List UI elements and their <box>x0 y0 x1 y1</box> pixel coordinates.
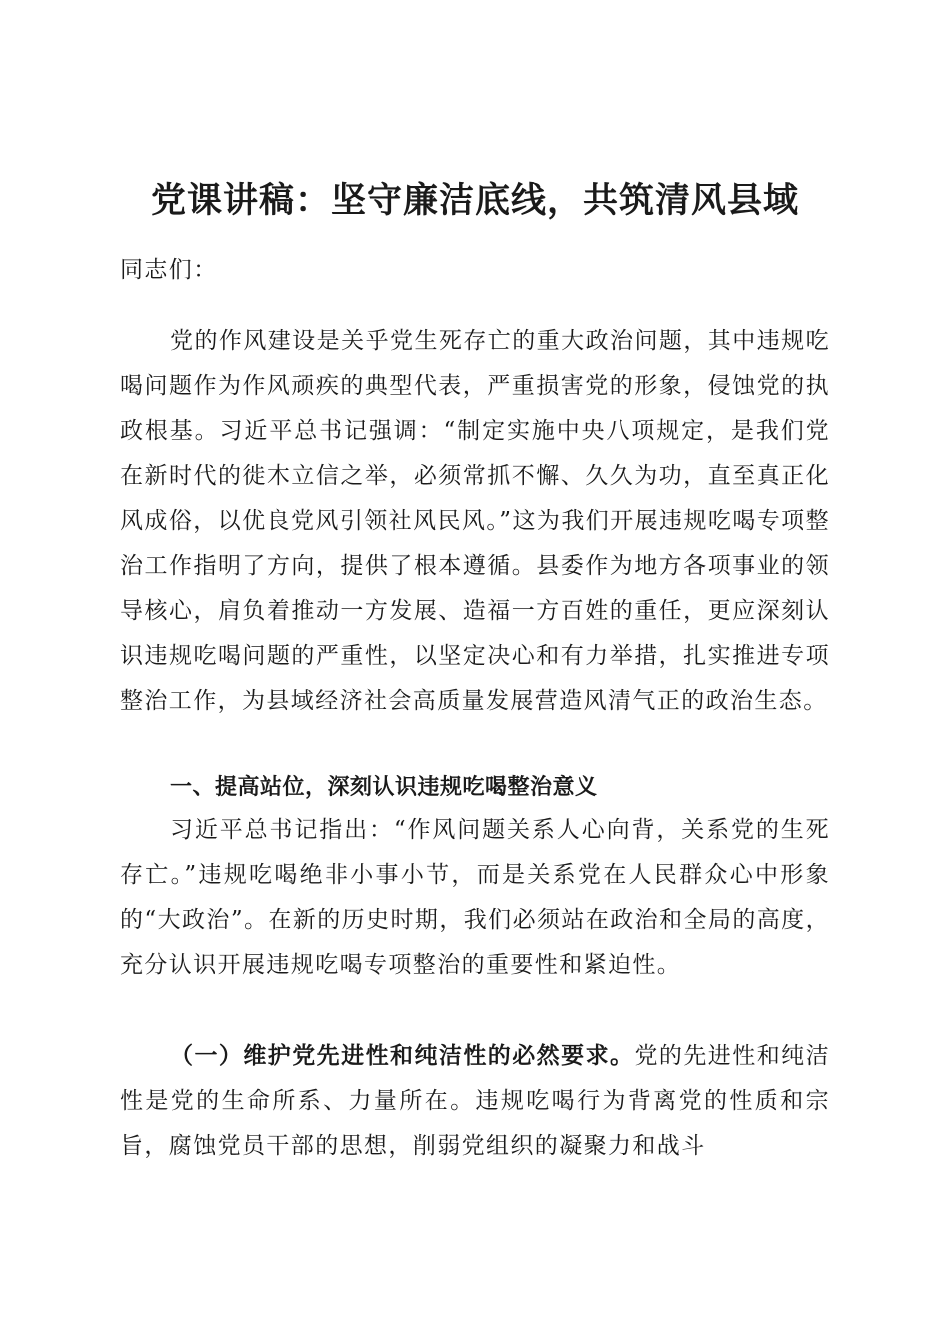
document-title: 党课讲稿：坚守廉洁底线，共筑清风县域 <box>150 180 799 221</box>
intro-paragraph: 党的作风建设是关乎党生死存亡的重大政治问题，其中违规吃喝问题作为作风顽疾的典型代表，严重损害党的形象，侵蚀党的执政根基。习近平总书记强调：“制定实施中央八项规定，是我们党在新时代的徙木立信之举，必须常抓不懈、久久为功，直至真正化风成俗，以优良党风引领社风民风。”这为我们开展违规吃喝专项整治工作指明了方向，提供了根本遵循。县委作为地方各项事业的领导核心，肩负着推动一方发展、造福一方百姓的重任，更应深刻认识违规吃喝问题的严重性，以坚定决心和有力举措，扎实推进专项整治工作，为县域经济社会高质量发展营造风清气正的政治生态。 <box>120 328 830 714</box>
salutation: 同志们： <box>120 257 218 283</box>
section-heading-1: 一、提高站位，深刻认识违规吃喝整治意义 <box>170 775 598 800</box>
section-1-paragraph: 习近平总书记指出：“作风问题关系人心向背，关系党的生死存亡。”违规吃喝绝非小事小节，而是关系党在人民群众心中形象的“大政治”。在新的历史时期，我们必须站在政治和全局的高度，充分认识开展违规吃喝专项整治的重要性和紧迫性。 <box>120 817 830 978</box>
subsection-1-paragraph <box>120 1033 830 1169</box>
subsection-1-heading: （一）维护党先进性和纯洁性的必然要求。 <box>170 1042 635 1069</box>
subsection-1-text: 党的先进性和纯洁性是党的生命所系、力量所在。违规吃喝行为背离党的性质和宗旨，腐蚀党员干部的思想，削弱党组织的凝聚力和战斗 <box>120 1043 830 1159</box>
